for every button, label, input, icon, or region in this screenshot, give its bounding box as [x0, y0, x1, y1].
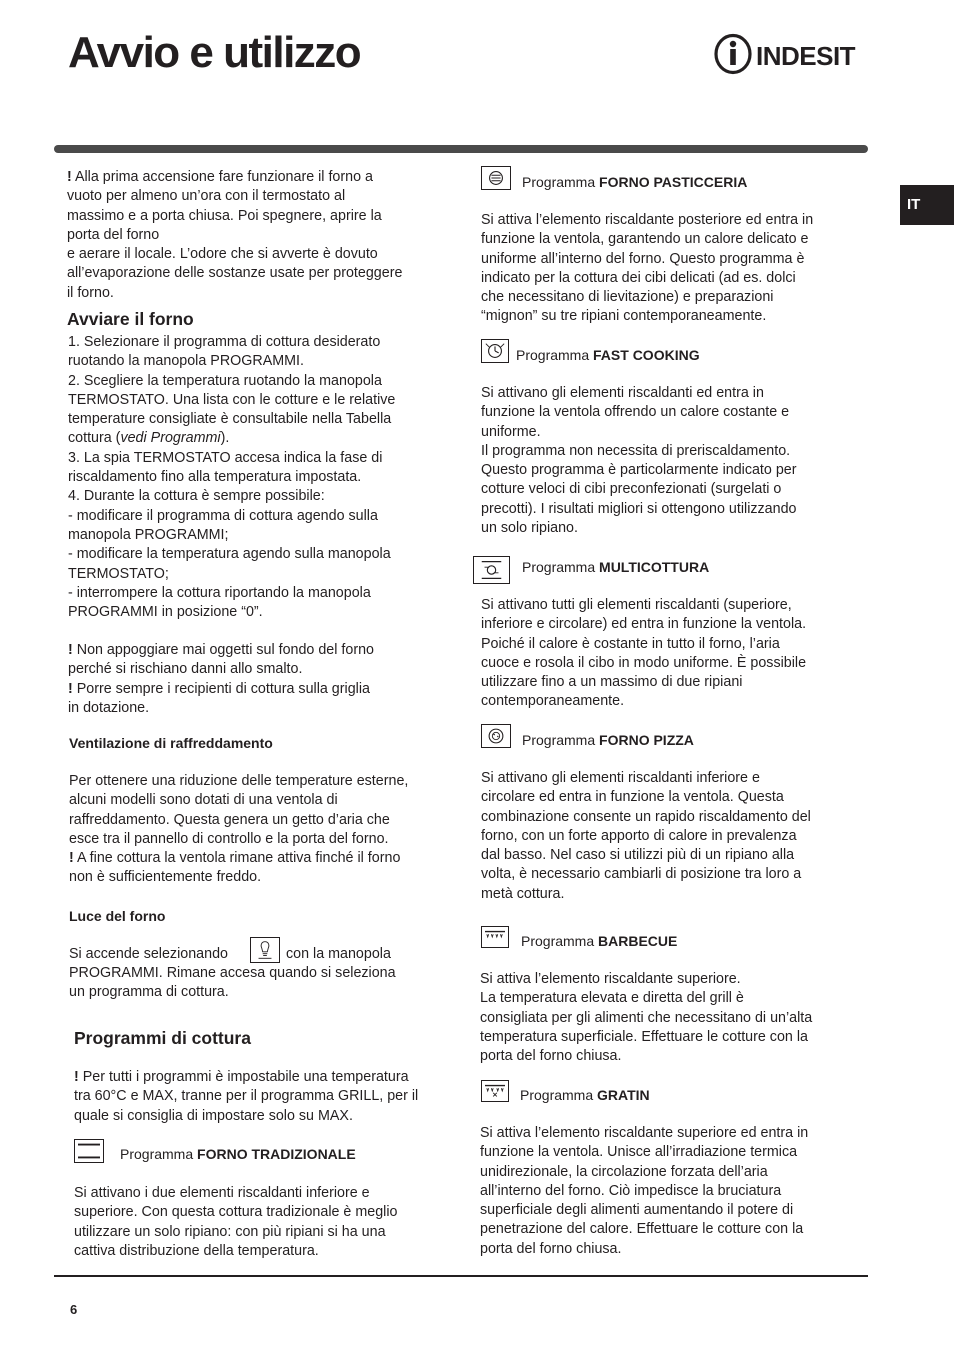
language-tab: IT: [900, 185, 954, 225]
prog-gratin-label: Programma GRATIN: [520, 1087, 650, 1103]
pasticceria-icon: [481, 166, 511, 190]
luce-heading: Luce del forno: [69, 908, 166, 924]
prog-barbecue-label: Programma BARBECUE: [521, 933, 678, 949]
prog-forno-tradizionale-label: Programma FORNO TRADIZIONALE: [120, 1146, 356, 1162]
luce-text: PROGRAMMI. Rimane accesa quando si seleziona un programma di cottura.: [69, 965, 396, 1001]
page-title: Avvio e utilizzo: [68, 28, 361, 77]
prog-multicottura-label: Programma MULTICOTTURA: [522, 559, 710, 575]
prog-pasticceria-label: Programma FORNO PASTICCERIA: [522, 174, 748, 190]
avviare-steps: 1. Selezionare il programma di cottura desiderato ruotando la manopola PROGRAMMI. 2. Scegliere la temperatura ruotando la manopola TERMOSTATO. Una lista con le cotture e le relative temperature consigliate è consultabile nella Tabella cottura (vedi Programmi). 3. La spia TERMOSTATO accesa indica la fase di riscaldamento fino alla temperatura impostata. 4. Durante la cottura è sempre possibile: - modificare il programma di cottura agendo sulla manopola PROGRAMMI; - modificare la temperatura agendo sulla manopola TERMOSTATO; - interrompere la cottura riportando la manopola PROGRAMMI in posizione “0”.: [68, 334, 396, 621]
warning-mark: !: [67, 169, 72, 185]
forno-tradizionale-text: Si attivano i due elementi riscaldanti inferiore e superiore. Con questa cottura tradizionale è meglio utilizzare un solo ripiano: con più ripiani si ha una cattiva distribuzione della temperatura.: [74, 1185, 398, 1259]
page-number: 6: [70, 1302, 78, 1317]
gratin-icon: [481, 1080, 509, 1102]
barbecue-icon: [481, 926, 509, 948]
fast-cooking-icon: [481, 339, 509, 363]
gratin-text: Si attiva l’elemento riscaldante superiore ed entra in funzione la ventola. Unisce all’irradiazione termica unidirezionale, la circolazione forzata dell’aria all’interno del forno. Ciò impedisce la bruciatura superficiale degli alimenti aumentando il potere di penetrazione del calore. Effettuare le cotture con la porta del forno chiusa.: [480, 1125, 809, 1257]
multicottura-text: Si attivano tutti gli elementi riscaldanti (superiore, inferiore e circolare) ed entra in funzione la ventola. Poiché il calore è costante in tutto il forno, l’aria cuoce e rosola il cibo in modo uniforme. È possibile utilizzare fino a un massimo di due ripiani contemporaneamente.: [481, 597, 807, 710]
pizza-icon: [481, 724, 511, 748]
footer-divider: [54, 1275, 868, 1277]
prog-fast-cooking-label: Programma FAST COOKING: [516, 347, 700, 363]
luce-line-1: Si accende selezionando: [69, 946, 228, 962]
fast-cooking-text: Si attivano gli elementi riscaldanti ed entra in funzione la ventola offrendo un calore costante e uniforme. Il programma non necessita di preriscaldamento. Questo programma è particolarmente indicato per cotture veloci di cibi preconfezionati (surgelati o precotti). I risultati migliori si ottengono utilizzando un solo ripiano.: [481, 385, 797, 537]
ventilazione-text: Per ottenere una riduzione delle temperature esterne, alcuni modelli sono dotati di una ventola di raffreddamento. Questa genera un getto d’aria che esce tra il pannello di controllo e la porta del forno. ! A fine cottura la ventola rimane attiva finché il forno non è sufficientemente freddo.: [69, 773, 409, 886]
programmi-warning: ! Per tutti i programmi è impostabile una temperatura tra 60°C e MAX, tranne per il programma GRILL, per il quale si consiglia di impostare solo su MAX.: [74, 1069, 419, 1124]
warnings-block: ! Non appoggiare mai oggetti sul fondo del forno perché si rischiano danni allo smalto. ! Porre sempre i recipienti di cottura sulla griglia in dotazione.: [68, 642, 374, 716]
multicottura-icon: [473, 556, 510, 584]
ventilazione-heading: Ventilazione di raffreddamento: [69, 735, 273, 751]
pizza-text: Si attivano gli elementi riscaldanti inferiore e circolare ed entra in funzione la ventola. Questa combinazione consente un rapido riscaldamento del forno, con un forte apporto di calore in prevalenza dal basso. Nel caso si utilizzi più di un ripiano alla volta, è necessario cambiarli di posizione tra loro a metà cottura.: [481, 770, 811, 902]
brand-name: INDESIT: [756, 41, 856, 71]
intro-block: ! Alla prima accensione fare funzionare il forno a vuoto per almeno un’ora con il termostato al massimo e a porta chiusa. Poi spegnere, aprire la porta del forno e aerare il locale. L’odore che si avverte è dovuto all’evaporazione delle sostanze usate per proteggere il forno.: [67, 169, 403, 301]
prog-pizza-label: Programma FORNO PIZZA: [522, 732, 694, 748]
avviare-heading: Avviare il forno: [67, 309, 194, 329]
forno-tradizionale-icon: [74, 1139, 104, 1163]
pasticceria-text: Si attiva l’elemento riscaldante posteriore ed entra in funzione la ventola, garantendo un calore delicato e uniforme all’interno del forno. Questo programma è indicato per la cottura dei cibi delicati (ad es. dolci che necessitano di lievitazione) e preparazioni “mignon” su tre ripiani contemporaneamente.: [481, 212, 814, 325]
lamp-icon: [250, 937, 280, 963]
luce-line-1b: con la manopola: [286, 946, 391, 962]
header-divider: [54, 145, 868, 153]
barbecue-text: Si attiva l’elemento riscaldante superiore. La temperatura elevata e diretta del grill è consigliata per gli alimenti che necessitano di un’alta temperatura superficiale. Effettuare le cotture con la porta del forno chiusa.: [480, 971, 813, 1065]
programmi-heading: Programmi di cottura: [74, 1028, 251, 1048]
indesit-logo: [714, 33, 872, 75]
